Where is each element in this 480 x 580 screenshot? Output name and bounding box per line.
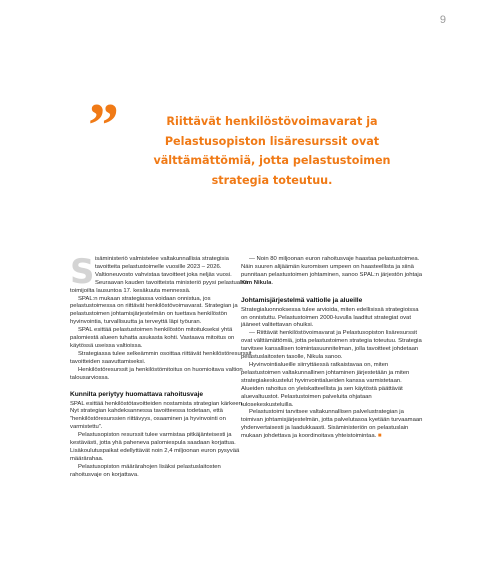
paragraph: Strategialuonnoksessa tulee arvioida, miten edellisissä strategioissa on onnistuttu. Pelastustoimen 2000-luvulla laaditut strategiat ovat jääneet valitettavan ohuiksi.	[241, 306, 419, 329]
pull-quote-line: Riittävät henkilöstövoimavarat ja	[166, 115, 378, 128]
drop-cap: S	[70, 252, 95, 292]
quote-mark-icon: ”	[88, 92, 119, 160]
end-mark-icon: ■	[377, 433, 382, 440]
paragraph: Pelastusopiston määrärahojen lisäksi pelastuslaitosten rahoitusvaje on korjattava.	[70, 463, 221, 478]
paragraph: — Noin 80 miljoonan euron rahoitusvaje haastaa pelastustoimea. Näin suuren alijäämän kuromisen umpeen on haasteellista ja siinä punnitaan pelastustoimen johtaminen, sanoo SPAL:n järjestön johtaja Kim Nikula.	[241, 256, 422, 286]
paragraph: isäministeriö valmistelee valtakunnallisia strategisia tavoitteita pelastustoimelle vuosille 2023 – 2026. Valtioneuvosto vahvistaa tavoitteet joka neljäs vuosi. Seuraavan kauden tavoitteista ministeriö pyysi pelastualan toimijoilta lausuntoa 17. kesäkuuta mennessä.	[70, 256, 248, 294]
pull-quote-line: Pelastusopiston lisäresurssit ovat	[164, 134, 380, 148]
paragraph: SPAL esittää pelastustoimen henkilöstön mitoitukseksi yhtä palomiestä alueen tuhatta asukasta kohti. Vastaava mitoitus on käytössä useissa valtioissa.	[70, 327, 235, 349]
pull-quote	[88, 92, 418, 200]
paragraph: Hyvinvointialueille siirryttäessä ratkaistavaa on, miten pelastustoimen valtakunnallinen johtaminen järjestetään ja miten strategiakeskustelut hyvinvointialueiden kanssa varmistetaan. Alueiden rahoitus on yleiskatteellista ja sen käytöstä päättävät aluevaltuustot. Pelastustoimen palveluita ohjataan tulosekeskusteluilla.	[241, 361, 410, 408]
section-heading: Johtamisjärjestelmä valtiolle ja alueille	[241, 296, 363, 304]
article-right-column	[241, 256, 423, 441]
article-left-column	[70, 252, 252, 480]
pull-quote-text	[138, 112, 406, 190]
paragraph: — Riittävät henkilöstövoimavarat ja Pelastusopiston lisäresurssit ovat välttämättömiä, jotta pelastustoimen strategia toteutuu. Strategia tarvitsee kansallisen toimintasuunnitelman, jolla tavoitteet johdetaan pelastuslaitosten tasolle, Nikula sanoo.	[241, 330, 422, 361]
paragraph: SPAL:n mukaan strategiassa voidaan onnistua, jos pelastustoimessa on riittävät henkilöstövoimavarat. Strategian ja pelastustoimen johtamisjärjestelmän on tuettava henkilöstön hyvinvointia, turvallisuutta ja terveyttä läpi työuran.	[70, 295, 238, 326]
person-name: Kim Nikula	[241, 279, 272, 286]
paragraph: Pelastustoimi tarvitsee valtakunnallisen palvelustrategian ja toimivan johtamisjärjestelmän, jotta palvelutasoa kyetään turvaamaan yhdenvertaisesti ja laadukkaasti. Sisäministeriön on pelastuslain mukaan johdettava ja koordinoitava yhteistoimintaa. ■	[241, 409, 423, 440]
pull-quote-line: välttämättömiä, jotta pelastustoimen	[153, 154, 391, 167]
paragraph: Strategiassa tulee selkeämmin osoittaa riittävät henkilöstöresurssit tavoitteiden saavuttamiseksi.	[70, 350, 252, 365]
pull-quote-line: strategia toteutuu.	[211, 173, 333, 187]
paragraph: SPAL esittää henkilöstötavoitteiden nostamista strategian kärkeen. Nyt strategian kahdeksannessa tavoitteessa todetaan, että ”henkilöstöresurssien riittävyys, osaaminen ja hyvinvointi on varmistettu”.	[70, 400, 244, 431]
paragraph: Henkilöstöresurssit ja henkilöstömitoitus on huomioitava valtion talousarviossa.	[70, 366, 243, 381]
section-heading: Kunnilta periytyy huomattava rahoitusvaje	[70, 390, 204, 398]
paragraph: Pelastusopiston resurssit tulee varmistaa pitkäjänteisesti ja kestävästi, jotta yhä paheneva palomiespula saadaan korjattua. Lisäkoulutuspaikat edellyttävät noin 2,4 miljoonan euron pysyvää määrärahaa.	[70, 432, 240, 462]
page-number: 9	[439, 14, 446, 26]
